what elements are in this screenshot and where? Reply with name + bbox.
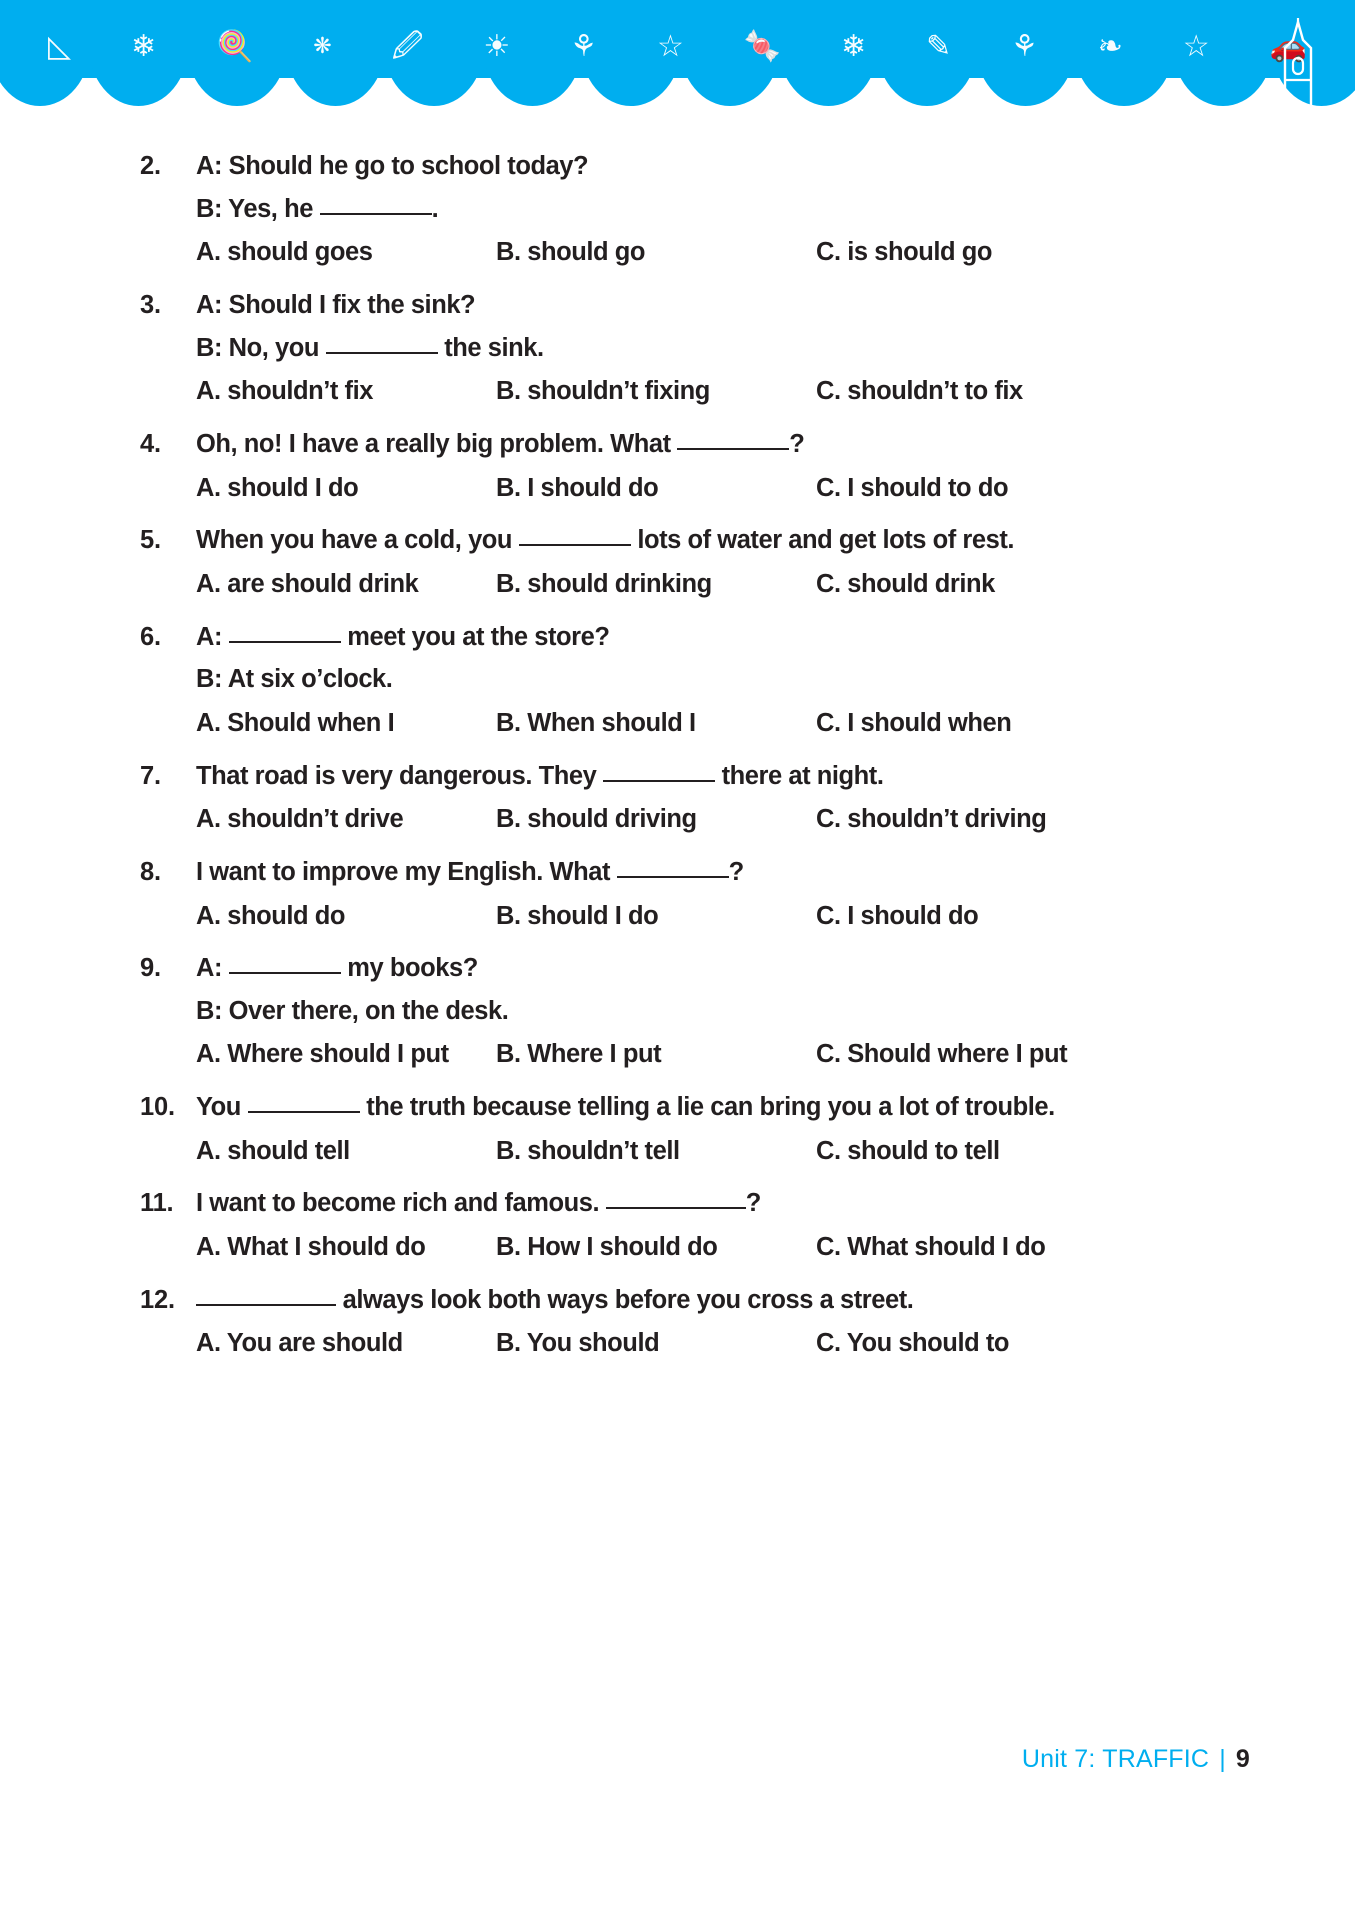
answer-blank[interactable] — [606, 1207, 746, 1209]
question-number: 6. — [140, 622, 161, 651]
butterfly-icon: ⚘ — [570, 29, 598, 64]
question-item — [140, 1284, 1255, 1361]
sub-prefix: B: Yes, he — [196, 194, 320, 223]
question-stem — [196, 1284, 1255, 1318]
question-item — [140, 621, 1255, 741]
question-stem — [196, 621, 1255, 655]
choice-option-c[interactable]: C. should drink — [816, 569, 995, 598]
question-sub-line: B: Over there, on the desk. — [196, 996, 509, 1025]
answer-blank[interactable] — [677, 448, 789, 450]
lightbulb-icon: ☀ — [483, 29, 511, 64]
stem-suffix: my books? — [340, 954, 478, 983]
choice-row — [196, 803, 1255, 837]
choice-option-c[interactable]: C. should to tell — [816, 1136, 1000, 1165]
answer-blank[interactable] — [326, 352, 438, 354]
choice-option-b[interactable]: B. should drinking — [496, 569, 712, 598]
question-item — [140, 760, 1255, 837]
pencil-icon: ✎ — [925, 29, 952, 64]
question-stem — [196, 524, 1255, 558]
question-item — [140, 1187, 1255, 1264]
maple-leaf-icon: ❧ — [1097, 29, 1123, 64]
choice-option-a[interactable]: A. shouldn’t fix — [196, 377, 373, 406]
choice-option-c[interactable]: C. shouldn’t to fix — [816, 377, 1023, 406]
stem-prefix: You — [196, 1093, 248, 1122]
choice-option-b[interactable]: B. shouldn’t fixing — [496, 377, 710, 406]
question-sub-line — [196, 193, 1255, 227]
question-number: 9. — [140, 954, 161, 983]
snowflake-small-icon: ❋ — [313, 34, 332, 59]
choice-option-c[interactable]: C. You should to — [816, 1329, 1010, 1358]
question-stem — [196, 856, 1255, 890]
header-scallop-edge — [0, 46, 1355, 106]
answer-blank[interactable] — [617, 876, 729, 878]
stem-suffix: lots of water and get lots of rest. — [630, 526, 1015, 555]
answer-blank[interactable] — [229, 641, 341, 643]
answer-blank[interactable] — [196, 1304, 336, 1306]
stem-prefix: I want to improve my English. What — [196, 857, 617, 886]
stem-suffix: there at night. — [714, 761, 884, 790]
question-number: 5. — [140, 526, 161, 555]
sub-prefix: B: No, you — [196, 333, 326, 362]
stem-prefix: When you have a cold, you — [196, 526, 519, 555]
choice-option-c[interactable]: C. shouldn’t driving — [816, 805, 1047, 834]
stem-prefix: That road is very dangerous. They — [196, 761, 603, 790]
tower-icon — [1263, 18, 1333, 110]
answer-blank[interactable] — [229, 972, 341, 974]
question-item — [140, 289, 1255, 409]
choice-option-a[interactable]: A. are should drink — [196, 569, 419, 598]
question-stem — [196, 760, 1255, 794]
stem-suffix: always look both ways before you cross a street. — [336, 1285, 914, 1314]
choice-option-a[interactable]: A. Should when I — [196, 708, 395, 737]
question-item — [140, 952, 1255, 1072]
stem-prefix: A: — [196, 954, 229, 983]
choice-option-c[interactable]: C. What should I do — [816, 1233, 1046, 1262]
question-stem: A: Should I fix the sink? — [196, 290, 476, 319]
choice-option-a[interactable]: A. Where should I put — [196, 1040, 449, 1069]
choice-row — [196, 707, 1255, 741]
choice-option-a[interactable]: A. should I do — [196, 473, 359, 502]
choice-option-b[interactable]: B. When should I — [496, 708, 696, 737]
choice-option-b[interactable]: B. I should do — [496, 473, 659, 502]
star-icon-2: ☆ — [1182, 29, 1210, 64]
choice-row — [196, 236, 1255, 270]
sub-suffix: the sink. — [437, 333, 544, 362]
butterfly-icon-2: ⚘ — [1010, 29, 1038, 64]
stem-prefix: A: — [196, 622, 229, 651]
question-stem — [196, 952, 1255, 986]
choice-row — [196, 1327, 1255, 1361]
choice-option-c[interactable]: C. I should do — [816, 901, 979, 930]
question-number: 12. — [140, 1285, 175, 1314]
footer-page-number: 9 — [1235, 1745, 1250, 1773]
stem-suffix: ? — [728, 857, 744, 886]
car-icon: 🚗 — [1269, 29, 1307, 64]
question-sub-line: B: At six o’clock. — [196, 665, 393, 694]
question-stem: A: Should he go to school today? — [196, 152, 589, 180]
sub-suffix: . — [431, 194, 439, 223]
question-sub-line — [196, 332, 1255, 366]
choice-row — [196, 1038, 1255, 1072]
question-number: 11. — [140, 1189, 174, 1218]
choice-row — [196, 472, 1255, 506]
snowflake-icon: ❄ — [130, 29, 157, 64]
question-number: 3. — [140, 290, 161, 319]
question-item — [140, 150, 1255, 270]
choice-row — [196, 900, 1255, 934]
answer-blank[interactable] — [603, 780, 715, 782]
choice-row — [196, 1231, 1255, 1265]
stem-suffix: the truth because telling a lie can bring you a lot of trouble. — [359, 1093, 1055, 1122]
lollipop-icon: 🍭 — [215, 29, 254, 64]
choice-option-b[interactable]: B. Where I put — [496, 1040, 662, 1069]
snowflake-icon-2: ❄ — [840, 29, 867, 64]
choice-option-b[interactable]: B. should driving — [496, 805, 697, 834]
star-icon: ☆ — [656, 29, 684, 64]
choice-option-c[interactable]: C. I should when — [816, 708, 1012, 737]
choice-option-a[interactable]: A. should goes — [196, 238, 373, 267]
question-stem — [196, 428, 1255, 462]
choice-option-b[interactable]: B. should go — [496, 238, 645, 267]
choice-option-c[interactable]: C. is should go — [816, 238, 992, 267]
choice-option-b[interactable]: B. shouldn’t tell — [496, 1136, 680, 1165]
choice-row — [196, 568, 1255, 602]
choice-option-a[interactable]: A. What I should do — [196, 1233, 426, 1262]
choice-option-b[interactable]: B. You should — [496, 1329, 660, 1358]
question-number: 8. — [140, 857, 161, 886]
choice-option-b[interactable]: B. How I should do — [496, 1233, 718, 1262]
stem-suffix: ? — [789, 429, 805, 458]
candy-cane-icon: 🍬 — [743, 29, 782, 64]
question-stem — [196, 1091, 1255, 1125]
choice-option-b[interactable]: B. should I do — [496, 901, 659, 930]
footer-unit-label: Unit 7: TRAFFIC — [1021, 1745, 1210, 1773]
choice-option-c[interactable]: C. Should where I put — [816, 1040, 1068, 1069]
answer-blank[interactable] — [248, 1111, 360, 1113]
choice-option-a[interactable]: A. You are should — [196, 1329, 403, 1358]
choice-option-a[interactable]: A. should tell — [196, 1136, 350, 1165]
clip-icon: 🖉 — [391, 29, 424, 64]
choice-option-c[interactable]: C. I should to do — [816, 473, 1009, 502]
question-item — [140, 428, 1255, 505]
decorative-header-band — [0, 0, 1355, 128]
choice-option-a[interactable]: A. shouldn’t drive — [196, 805, 404, 834]
answer-blank[interactable] — [320, 213, 432, 215]
question-item — [140, 1091, 1255, 1168]
question-number: 4. — [140, 429, 161, 458]
stem-suffix: meet you at the store? — [340, 622, 610, 651]
question-number: 2. — [140, 152, 161, 180]
stem-suffix: ? — [745, 1189, 761, 1218]
stem-prefix: Oh, no! I have a really big problem. What — [196, 429, 678, 458]
choice-option-a[interactable]: A. should do — [196, 901, 345, 930]
choice-row — [196, 375, 1255, 409]
question-number: 10. — [140, 1093, 175, 1122]
question-item — [140, 856, 1255, 933]
footer-separator: | — [1219, 1745, 1226, 1773]
answer-blank[interactable] — [519, 544, 631, 546]
worksheet-body — [0, 150, 1355, 1367]
stem-prefix: I want to become rich and famous. — [196, 1189, 606, 1218]
question-stem — [196, 1187, 1255, 1221]
page-footer — [1022, 1745, 1250, 1774]
question-number: 7. — [140, 761, 161, 790]
triangle-ruler-icon: ◺ — [48, 29, 72, 64]
question-item — [140, 524, 1255, 601]
choice-row — [196, 1135, 1255, 1169]
